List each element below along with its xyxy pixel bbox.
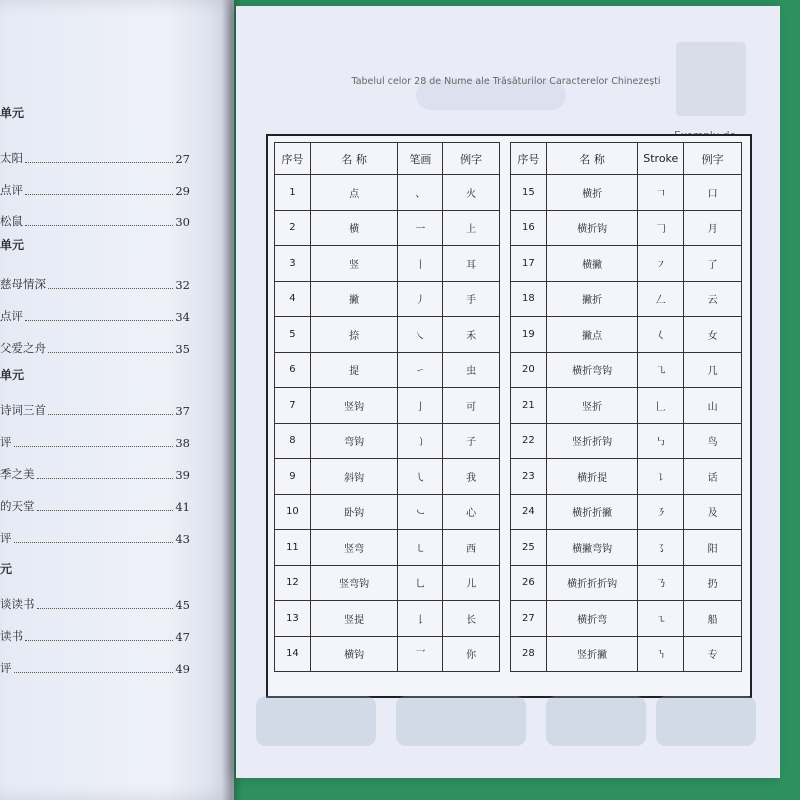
left-page bbox=[0, 0, 234, 800]
table-row bbox=[275, 317, 500, 353]
stroke-name: 横折折撇 bbox=[546, 494, 637, 530]
stroke-number: 10 bbox=[275, 494, 311, 530]
stroke-name: 竖折撇 bbox=[546, 636, 637, 672]
table-row bbox=[275, 175, 500, 211]
stroke-number: 19 bbox=[511, 317, 547, 353]
table-row bbox=[275, 601, 500, 637]
table-row bbox=[511, 246, 742, 282]
table-row bbox=[275, 636, 500, 672]
col-header-stroke: Stroke bbox=[638, 143, 684, 175]
stroke-number: 25 bbox=[511, 530, 547, 566]
toc-item-title: 季之美 bbox=[0, 467, 35, 481]
table-row bbox=[275, 246, 500, 282]
table-row bbox=[511, 210, 742, 246]
right-page bbox=[236, 6, 780, 778]
toc-dot-leader bbox=[25, 162, 173, 163]
example-character: 耳 bbox=[443, 246, 500, 282]
stroke-name: 横折提 bbox=[546, 459, 637, 495]
stroke-glyph: ㇌ bbox=[638, 530, 684, 566]
toc-item-page: 47 bbox=[175, 630, 190, 644]
toc-item bbox=[0, 402, 190, 418]
stroke-number: 3 bbox=[275, 246, 311, 282]
col-header-example: 例字 bbox=[443, 143, 500, 175]
stroke-glyph: 、 bbox=[398, 175, 443, 211]
strokes-table-left bbox=[274, 142, 500, 672]
table-row bbox=[511, 388, 742, 424]
table-row bbox=[511, 352, 742, 388]
stroke-number: 27 bbox=[511, 601, 547, 637]
stroke-name: 竖折折钩 bbox=[546, 423, 637, 459]
col-header-stroke: 笔画 bbox=[398, 143, 443, 175]
stroke-glyph: 亅 bbox=[398, 388, 443, 424]
stroke-glyph: 乚 bbox=[398, 565, 443, 601]
toc-item-title: 评 bbox=[0, 435, 12, 449]
faint-illustration bbox=[676, 42, 746, 116]
stroke-name: 竖折 bbox=[546, 388, 637, 424]
example-character: 云 bbox=[684, 281, 742, 317]
table-row bbox=[275, 423, 500, 459]
stroke-number: 24 bbox=[511, 494, 547, 530]
stroke-name: 点 bbox=[310, 175, 398, 211]
stroke-name: 竖弯钩 bbox=[310, 565, 398, 601]
toc-item-page: 45 bbox=[175, 598, 190, 612]
stroke-glyph: ㇋ bbox=[638, 494, 684, 530]
stroke-glyph: 丨 bbox=[398, 246, 443, 282]
table-row bbox=[511, 636, 742, 672]
table-row bbox=[511, 175, 742, 211]
toc-item-title: 太阳 bbox=[0, 151, 23, 165]
toc-dot-leader bbox=[25, 320, 173, 321]
stroke-name: 横撇 bbox=[546, 246, 637, 282]
stroke-glyph: ㇎ bbox=[638, 636, 684, 672]
stroke-glyph: 乛 bbox=[398, 636, 443, 672]
example-character: 口 bbox=[684, 175, 742, 211]
toc-item-page: 35 bbox=[175, 342, 190, 356]
toc-item-page: 29 bbox=[175, 184, 190, 198]
col-header-name: 名 称 bbox=[546, 143, 637, 175]
toc-item-title: 诗词三首 bbox=[0, 403, 46, 417]
stroke-name: 横折钩 bbox=[546, 210, 637, 246]
table-row bbox=[275, 459, 500, 495]
toc-item bbox=[0, 434, 190, 450]
example-character: 扔 bbox=[684, 565, 742, 601]
toc-item bbox=[0, 628, 190, 644]
toc-dot-leader bbox=[48, 288, 173, 289]
example-character: 及 bbox=[684, 494, 742, 530]
page-title: Tabelul celor 28 de Nume ale Trăsăturilor Caracterelor Chinezești bbox=[351, 76, 661, 87]
example-character: 西 bbox=[443, 530, 500, 566]
toc-unit-heading: 单元 bbox=[0, 106, 25, 120]
toc-item-title: 的天堂 bbox=[0, 499, 35, 513]
toc-dot-leader bbox=[14, 542, 174, 543]
example-character: 虫 bbox=[443, 352, 500, 388]
toc-item bbox=[0, 530, 190, 546]
toc-item-title: 松鼠 bbox=[0, 214, 23, 228]
stroke-name: 竖弯 bbox=[310, 530, 398, 566]
toc-dot-leader bbox=[48, 352, 173, 353]
stroke-glyph: 𡿨 bbox=[638, 317, 684, 353]
stroke-number: 20 bbox=[511, 352, 547, 388]
table-row bbox=[511, 565, 742, 601]
toc-item bbox=[0, 308, 190, 324]
toc-item-title: 慈母情深 bbox=[0, 277, 46, 291]
stroke-number: 1 bbox=[275, 175, 311, 211]
example-character: 我 bbox=[443, 459, 500, 495]
example-character: 山 bbox=[684, 388, 742, 424]
stroke-number: 23 bbox=[511, 459, 547, 495]
stroke-name: 竖提 bbox=[310, 601, 398, 637]
stroke-name: 竖 bbox=[310, 246, 398, 282]
toc-item-title: 评 bbox=[0, 531, 12, 545]
stroke-name: 撇 bbox=[310, 281, 398, 317]
table-row bbox=[275, 388, 500, 424]
col-header-example: 例字 bbox=[684, 143, 742, 175]
stroke-glyph: 一 bbox=[398, 210, 443, 246]
toc-unit-heading: 单元 bbox=[0, 368, 25, 382]
table-row bbox=[511, 494, 742, 530]
stroke-glyph: ㇁ bbox=[398, 423, 443, 459]
toc-item-title: 读书 bbox=[0, 629, 23, 643]
toc-dot-leader bbox=[48, 414, 173, 415]
toc-dot-leader bbox=[37, 608, 174, 609]
toc-unit-heading: 元 bbox=[0, 562, 13, 576]
toc-item bbox=[0, 150, 190, 166]
example-character: 儿 bbox=[443, 565, 500, 601]
stroke-name: 横折弯钩 bbox=[546, 352, 637, 388]
stroke-glyph: ㇀ bbox=[398, 352, 443, 388]
table-row bbox=[275, 210, 500, 246]
stroke-glyph: ㇂ bbox=[398, 459, 443, 495]
table-row bbox=[275, 494, 500, 530]
toc-item bbox=[0, 498, 190, 514]
stroke-number: 15 bbox=[511, 175, 547, 211]
example-character: 火 bbox=[443, 175, 500, 211]
stroke-glyph: ㇄ bbox=[398, 530, 443, 566]
example-character: 禾 bbox=[443, 317, 500, 353]
stroke-glyph: ㇡ bbox=[638, 565, 684, 601]
faint-bottom-illustration bbox=[396, 696, 526, 746]
example-character: 女 bbox=[684, 317, 742, 353]
example-character: 几 bbox=[684, 352, 742, 388]
stroke-glyph: 丿 bbox=[398, 281, 443, 317]
toc-item-page: 34 bbox=[175, 310, 190, 324]
toc-item bbox=[0, 213, 190, 229]
stroke-name: 横 bbox=[310, 210, 398, 246]
toc-item-page: 49 bbox=[175, 662, 190, 676]
stroke-number: 12 bbox=[275, 565, 311, 601]
table-row bbox=[511, 281, 742, 317]
stroke-number: 7 bbox=[275, 388, 311, 424]
stroke-number: 22 bbox=[511, 423, 547, 459]
toc-dot-leader bbox=[14, 672, 174, 673]
toc-item-page: 37 bbox=[175, 404, 190, 418]
stroke-name: 竖钩 bbox=[310, 388, 398, 424]
example-character: 船 bbox=[684, 601, 742, 637]
table-row bbox=[511, 459, 742, 495]
table-row bbox=[275, 565, 500, 601]
stroke-name: 卧钩 bbox=[310, 494, 398, 530]
stroke-number: 13 bbox=[275, 601, 311, 637]
example-character: 长 bbox=[443, 601, 500, 637]
example-character: 上 bbox=[443, 210, 500, 246]
stroke-number: 17 bbox=[511, 246, 547, 282]
table-row bbox=[511, 423, 742, 459]
strokes-table bbox=[266, 134, 752, 698]
stroke-glyph: 𠃍 bbox=[638, 175, 684, 211]
toc-item-title: 谈读书 bbox=[0, 597, 35, 611]
stroke-glyph: ㇇ bbox=[638, 246, 684, 282]
table-row bbox=[275, 281, 500, 317]
toc-item-page: 41 bbox=[175, 500, 190, 514]
toc-item-page: 32 bbox=[175, 278, 190, 292]
col-header-no: 序号 bbox=[275, 143, 311, 175]
stroke-number: 2 bbox=[275, 210, 311, 246]
stroke-name: 横钩 bbox=[310, 636, 398, 672]
table-row bbox=[511, 317, 742, 353]
table-row bbox=[511, 601, 742, 637]
stroke-name: 斜钩 bbox=[310, 459, 398, 495]
stroke-number: 9 bbox=[275, 459, 311, 495]
example-character: 手 bbox=[443, 281, 500, 317]
toc-item bbox=[0, 466, 190, 482]
col-header-no: 序号 bbox=[511, 143, 547, 175]
example-character: 了 bbox=[684, 246, 742, 282]
stroke-name: 撇折 bbox=[546, 281, 637, 317]
faint-bottom-illustration bbox=[256, 696, 376, 746]
toc-item-title: 点评 bbox=[0, 309, 23, 323]
toc-dot-leader bbox=[37, 510, 174, 511]
toc-dot-leader bbox=[25, 640, 173, 641]
toc-dot-leader bbox=[25, 225, 173, 226]
toc-item bbox=[0, 182, 190, 198]
toc-item bbox=[0, 596, 190, 612]
stroke-number: 11 bbox=[275, 530, 311, 566]
stroke-number: 18 bbox=[511, 281, 547, 317]
toc-item bbox=[0, 340, 190, 356]
stroke-name: 捺 bbox=[310, 317, 398, 353]
stroke-glyph: ㇈ bbox=[638, 352, 684, 388]
stroke-number: 26 bbox=[511, 565, 547, 601]
example-character: 心 bbox=[443, 494, 500, 530]
toc-item-page: 27 bbox=[175, 152, 190, 166]
stroke-name: 横折弯 bbox=[546, 601, 637, 637]
toc-item-page: 30 bbox=[175, 215, 190, 229]
toc-unit-heading: 单元 bbox=[0, 238, 25, 252]
example-character: 你 bbox=[443, 636, 500, 672]
table-row bbox=[275, 352, 500, 388]
stroke-glyph: 𠃋 bbox=[638, 281, 684, 317]
stroke-glyph: ㇃ bbox=[398, 494, 443, 530]
stroke-name: 横折 bbox=[546, 175, 637, 211]
toc-item-title: 父爱之舟 bbox=[0, 341, 46, 355]
stroke-number: 5 bbox=[275, 317, 311, 353]
stroke-number: 28 bbox=[511, 636, 547, 672]
stroke-name: 横撇弯钩 bbox=[546, 530, 637, 566]
toc-dot-leader bbox=[14, 446, 174, 447]
stroke-glyph: 𠃊 bbox=[638, 388, 684, 424]
stroke-number: 16 bbox=[511, 210, 547, 246]
stroke-number: 21 bbox=[511, 388, 547, 424]
stroke-name: 横折折折钩 bbox=[546, 565, 637, 601]
stroke-glyph: ㇏ bbox=[398, 317, 443, 353]
col-header-name: 名 称 bbox=[310, 143, 398, 175]
toc-item-page: 43 bbox=[175, 532, 190, 546]
stroke-name: 撇点 bbox=[546, 317, 637, 353]
example-character: 阳 bbox=[684, 530, 742, 566]
stroke-number: 4 bbox=[275, 281, 311, 317]
faint-bottom-illustration bbox=[546, 696, 646, 746]
toc-dot-leader bbox=[25, 194, 173, 195]
example-character: 子 bbox=[443, 423, 500, 459]
stroke-glyph: 𠄌 bbox=[398, 601, 443, 637]
example-character: 鸟 bbox=[684, 423, 742, 459]
example-character: 可 bbox=[443, 388, 500, 424]
stroke-name: 弯钩 bbox=[310, 423, 398, 459]
stroke-number: 8 bbox=[275, 423, 311, 459]
toc-item-title: 点评 bbox=[0, 183, 23, 197]
toc-item bbox=[0, 660, 190, 676]
stroke-glyph: ㇊ bbox=[638, 459, 684, 495]
toc-item-title: 评 bbox=[0, 661, 12, 675]
example-character: 话 bbox=[684, 459, 742, 495]
toc-item-page: 38 bbox=[175, 436, 190, 450]
table-row bbox=[511, 530, 742, 566]
table-row bbox=[275, 530, 500, 566]
stroke-glyph: ㇍ bbox=[638, 601, 684, 637]
stroke-number: 6 bbox=[275, 352, 311, 388]
stroke-glyph: ㇉ bbox=[638, 423, 684, 459]
example-character: 专 bbox=[684, 636, 742, 672]
toc-item-page: 39 bbox=[175, 468, 190, 482]
stroke-name: 提 bbox=[310, 352, 398, 388]
toc-dot-leader bbox=[37, 478, 174, 479]
faint-bottom-illustration bbox=[656, 696, 756, 746]
stroke-number: 14 bbox=[275, 636, 311, 672]
stroke-glyph: 𠃌 bbox=[638, 210, 684, 246]
strokes-table-right bbox=[510, 142, 742, 672]
example-character: 月 bbox=[684, 210, 742, 246]
toc-item bbox=[0, 276, 190, 292]
